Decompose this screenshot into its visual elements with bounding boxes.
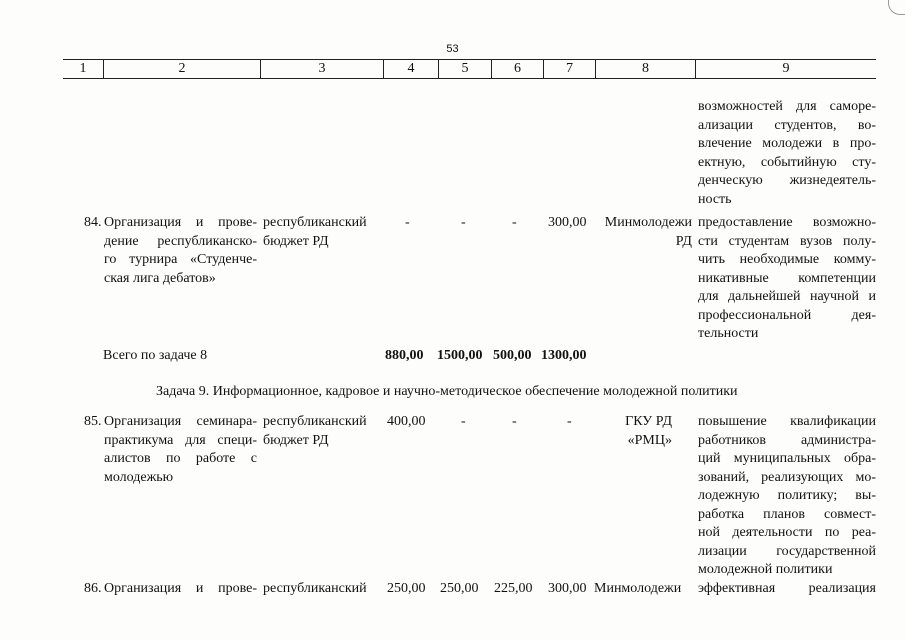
total-label: Всего по задаче 8: [103, 348, 208, 363]
table-header-row: [63, 59, 876, 79]
funding-source: республиканский: [263, 581, 367, 596]
total-col-5: 1500,00: [437, 348, 483, 363]
header-col-5: 5: [438, 60, 491, 78]
expected-result: повышение квалификации работников администра- ций муниципальных обра- зований, реализующих мо- лодежную политику; вы- работка планов совмест- ной деятельности по реа- лизации государственной молодежной политики: [698, 414, 876, 577]
value-col-5: 250,00: [440, 581, 479, 596]
value-col-5: -: [461, 414, 466, 429]
header-col-9: 9: [695, 60, 876, 78]
value-col-7: 300,00: [548, 581, 587, 596]
measure-name: Организация и прове- дение республиканско- го турнира «Студенче- ская лига дебатов»: [104, 215, 257, 286]
value-col-5: -: [461, 215, 466, 230]
measure-name: Организация семинара- практикума для специ- алистов по работе с молодежью: [104, 414, 257, 485]
header-col-7: 7: [543, 60, 595, 78]
executor: Минмолодежи: [594, 581, 682, 596]
header-col-2: 2: [103, 60, 260, 78]
funding-source: республиканский бюджет РД: [263, 215, 367, 249]
value-col-6: 225,00: [494, 581, 533, 596]
executor: Минмолодежи РД: [604, 215, 692, 249]
total-col-6: 500,00: [493, 348, 532, 363]
value-col-7: 300,00: [548, 215, 587, 230]
header-col-1: 1: [79, 61, 87, 76]
page-corner-mark: [888, 0, 905, 15]
header-col-6: 6: [491, 60, 543, 78]
task-9-heading: Задача 9. Информационное, кадровое и научно-методическое обеспечение молодежной политики: [156, 384, 738, 399]
page-number: 53: [446, 43, 459, 55]
row-number: 86.: [84, 581, 102, 596]
total-col-7: 1300,00: [541, 348, 587, 363]
header-col-4: 4: [383, 60, 438, 78]
carry-over-result: возможностей для саморе- ализации студентов, во- влечение молодежи в про- ектную, событийную сту- денческую жизнедеятель- ность: [698, 99, 876, 207]
measure-name: Организация и прове-: [104, 581, 257, 596]
header-col-8: 8: [595, 60, 695, 78]
value-col-6: -: [512, 414, 517, 429]
row-number: 85.: [84, 414, 102, 429]
funding-source: республиканский бюджет РД: [263, 414, 367, 448]
value-col-4: 400,00: [387, 414, 426, 429]
executor: ГКУ РД «РМЦ»: [625, 414, 672, 448]
total-col-4: 880,00: [385, 348, 424, 363]
value-col-6: -: [512, 215, 517, 230]
value-col-7: -: [567, 414, 572, 429]
header-col-3: 3: [260, 60, 383, 78]
expected-result: предоставление возможно- сти студентам вузов полу- чить необходимые комму- никативные компетенции для дальнейшей научной и профессиональной дея- тельности: [698, 215, 876, 341]
value-col-4: 250,00: [387, 581, 426, 596]
expected-result: эффективная реализация: [698, 581, 876, 596]
value-col-4: -: [405, 215, 410, 230]
row-number: 84.: [84, 215, 102, 230]
